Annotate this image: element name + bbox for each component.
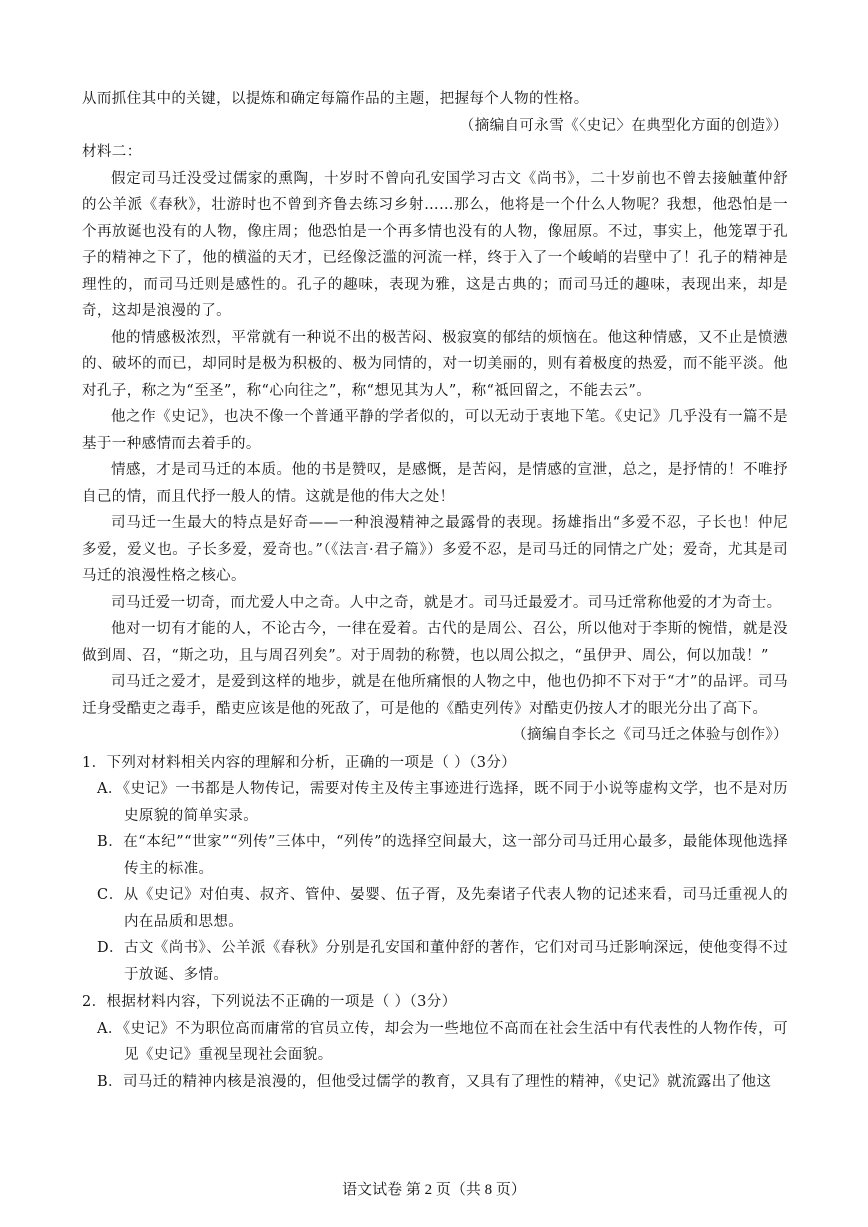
material2-paragraph: 假定司马迁没受过儒家的熏陶，十岁时不曾向孔安国学习古文《尚书》，二十岁前也不曾去接触董仲舒的公羊派《春秋》，壮游时也不曾到齐鲁去练习乡射……那么，他将是一个什么人物呢？我想，他恐怕是一个再放诞也没有的人物，像庄周；他恐怕是一个再多情也没有的人物，像屈原。不过，事实上，他笼罩于孔子的精神之下了，他的横溢的天才，已经像泛滥的河流一样，终于入了一个峻峭的岩壁中了！孔子的精神是理性的，而司马迁则是感性的。孔子的趣味，表现为雅，这是古典的；而司马迁的趣味，表现出来，却是奇，这却是浪漫的了。 bbox=[82, 170, 788, 319]
material2-paragraph: 他之作《史记》，也决不像一个普通平静的学者似的，可以无动于衷地下笔。《史记》几乎没有一篇不是基于一种感情而去着手的。 bbox=[82, 409, 788, 452]
question-2-option-a: A．《史记》不为职位高而庸常的官员立传，却会为一些地位不高而在社会生活中有代表性的人物作传，可见《史记》重视呈现社会面貌。 bbox=[97, 1020, 788, 1063]
question-1-option-a: A．《史记》一书都是人物传记，需要对传主及传主事迹进行选择，既不同于小说等虚构文学，也不是对历史原貌的简单实录。 bbox=[97, 781, 788, 824]
material2-paragraph: 他的情感极浓烈，平常就有一种说不出的极苦闷、极寂寞的郁结的烦恼在。他这种情感，又不止是愤懑的、破坏的而已，却同时是极为积极的、极为同情的，对一切美丽的，则有着极度的热爱，而不能平淡。他对孔子，称之为“至圣”，称“心向往之”，称“想见其为人”，称“祗回留之，不能去云”。 bbox=[82, 329, 788, 399]
question-1-option-d: D．古文《尚书》、公羊派《春秋》分别是孔安国和董仲舒的著作，它们对司马迁影响深远，使他变得不过于放诞、多情。 bbox=[97, 940, 788, 983]
material2-paragraph: 他对一切有才能的人，不论古今，一律在爱着。古代的是周公、召公，所以他对于李斯的惋惜，就是没做到周、召，“斯之功，且与周召列矣”。对于周勃的称赞，也以周公拟之，“虽伊尹、周公，何以加哉！” bbox=[82, 621, 788, 664]
material1-source: （摘编自可永雪《〈史记〉在典型化方面的创造》） bbox=[459, 117, 788, 134]
material2-heading: 材料二： bbox=[82, 144, 142, 160]
page-content bbox=[82, 86, 788, 1095]
page-footer: 语文试卷 第 2 页（共 8 页） bbox=[342, 1182, 526, 1198]
question-2-option-b: B．司马迁的精神内核是浪漫的，但他受过儒学的教育，又具有了理性的精神，《史记》就流露出了他这 bbox=[97, 1073, 772, 1090]
material2-source: （摘编自李长之《司马迁之体验与创作》） bbox=[512, 727, 788, 743]
question-1-option-b: B．在“本纪”“世家”“列传”三体中，“列传”的选择空间最大，这一部分司马迁用心最多，最能体现他选择传主的标准。 bbox=[97, 834, 788, 877]
material2-paragraph: 司马迁爱一切奇，而尤爱人中之奇。人中之奇，就是才。司马迁最爱才。司马迁常称他爱的才为奇士。 bbox=[111, 594, 782, 611]
question-2-stem: 2．根据材料内容，下列说法不正确的一项是（ ）（3分） bbox=[82, 994, 457, 1010]
material2-paragraph: 情感，才是司马迁的本质。他的书是赞叹，是感慨，是苦闷，是情感的宣泄，总之，是抒情的！不唯抒自己的情，而且代抒一般人的情。这就是他的伟大之处！ bbox=[82, 462, 788, 505]
material2-paragraph: 司马迁之爱才，是爱到这样的地步，就是在他所痛恨的人物之中，他也仍抑不下对于“才”的品评。司马迁身受酷吏之毒手，酷吏应该是他的死敌了，可是他的《酷吏列传》对酷吏仍按人才的眼光分出了高下。 bbox=[82, 674, 788, 717]
question-1-stem: 1．下列对材料相关内容的理解和分析，正确的一项是（ ）（3分） bbox=[82, 754, 517, 771]
material1-tail: 从而抓住其中的关键，以提炼和确定每篇作品的主题，把握每个人物的性格。 bbox=[82, 91, 589, 107]
question-1-option-c: C．从《史记》对伯夷、叔齐、管仲、晏婴、伍子胥，及先秦诸子代表人物的记述来看，司马迁重视人的内在品质和思想。 bbox=[97, 887, 788, 930]
material2-paragraph: 司马迁一生最大的特点是好奇——一种浪漫精神之最露骨的表现。扬雄指出“多爱不忍，子长也！仲尼多爱，爱义也。子长多爱，爱奇也。”（《法言·君子篇》）多爱不忍，是司马迁的同情之广处；爱奇，尤其是司马迁的浪漫性格之核心。 bbox=[82, 515, 788, 584]
